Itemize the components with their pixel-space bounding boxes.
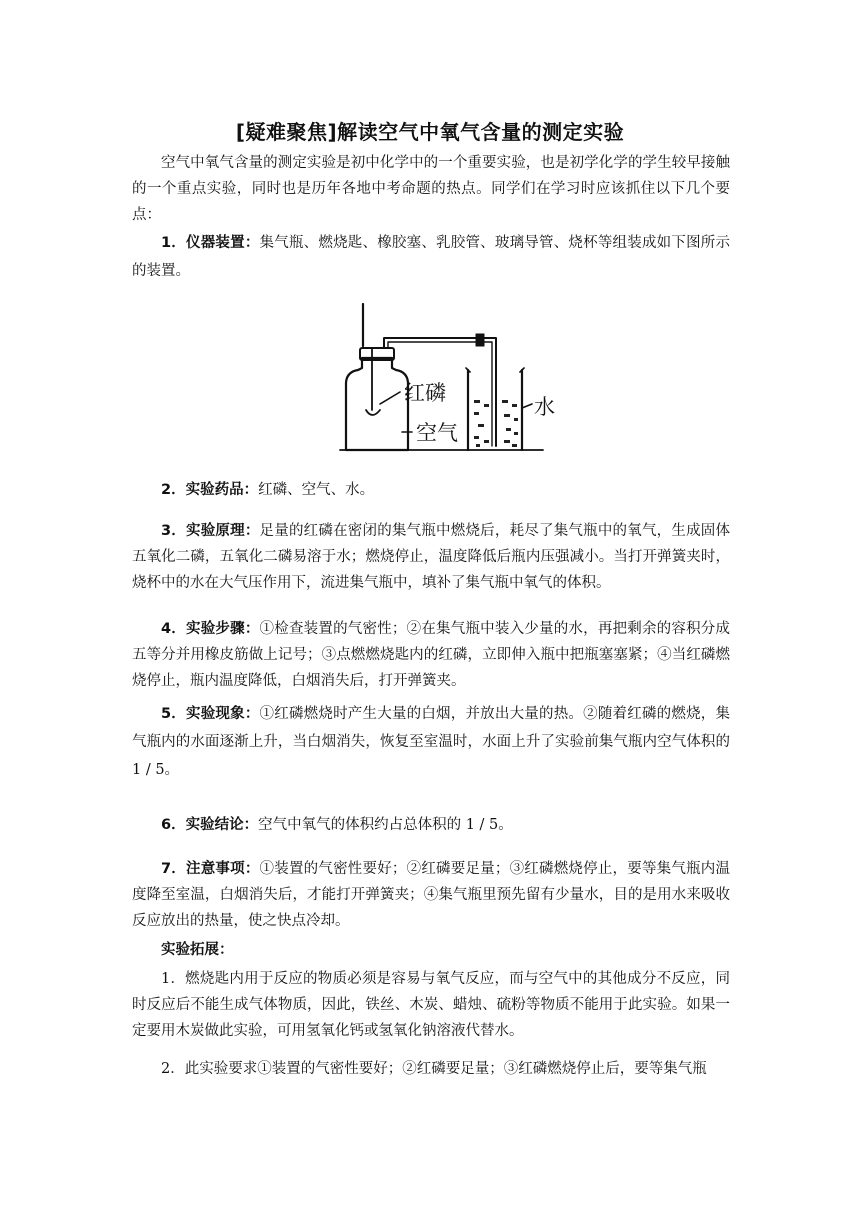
extension-item-2: 2．此实验要求①装置的气密性要好；②红磷要足量；③红磷燃烧停止后，要等集气瓶 (161, 1061, 707, 1077)
section-3-text: 足量的红磷在密闭的集气瓶中燃烧后，耗尽了集气瓶中的氧气，生成固体五氧化二磷，五氧化二磷易溶于水；燃烧停止，温度降低后瓶内压强减小。当打开弹簧夹时，烧杯中的水在大气压作用下，流进集气瓶中，填补了集气瓶中氧气的体积。 (132, 523, 730, 591)
section-1 (132, 229, 730, 285)
section-2 (132, 477, 730, 503)
section-7-text: ①装置的气密性要好；②红磷要足量；③红磷燃烧停止，要等集气瓶内温度降至室温，白烟消失后，才能打开弹簧夹；④集气瓶里预先留有少量水，目的是用水来吸收反应放出的热量，使之快点冷却。 (132, 861, 730, 929)
section-3 (132, 518, 730, 596)
section-7-heading: 7．注意事项： (161, 861, 260, 877)
label-red-phosphorus: 红磷 (404, 381, 446, 405)
intro-paragraph: 空气中氧气含量的测定实验是初中化学中的一个重要实验，也是初学化学的学生较早接触的一个重点实验，同时也是历年各地中考命题的热点。同学们在学习时应该抓住以下几个要点： (132, 155, 730, 223)
section-4-heading: 4．实验步骤： (161, 621, 260, 637)
section-5-heading: 5．实验现象： (161, 706, 260, 722)
section-3-heading: 3．实验原理： (161, 523, 260, 539)
combustion-spoon (366, 410, 380, 415)
section-5-text: ①红磷燃烧时产生大量的白烟，并放出大量的热。②随着红磷的燃烧，集气瓶内的水面逐渐上升，当白烟消失，恢复至室温时，水面上升了实验前集气瓶内空气体积的 1 / 5。 (132, 706, 730, 778)
section-1-heading: 1．仪器装置： (161, 235, 260, 251)
section-1-text: 集气瓶、燃烧匙、橡胶塞、乳胶管、玻璃导管、烧杯等组装成如下图所示的装置。 (132, 235, 730, 279)
section-2-text: 红磷、空气、水。 (258, 482, 375, 498)
extension-item-1: 1．燃烧匙内用于反应的物质必须是容易与氧气反应，而与空气中的其他成分不反应，同时反应后不能生成气体物质，因此，铁丝、木炭、蜡烛、硫粉等物质不能用于此实验。如果一定要用木炭做此实验，可用氢氧化钙或氢氧化钠溶液代替水。 (132, 971, 730, 1039)
section-4 (132, 616, 730, 694)
section-4-text: ①检查装置的气密性；②在集气瓶中装入少量的水，再把剩余的容积分成五等分并用橡皮筋做上记号；③点燃燃烧匙内的红磷，立即伸入瓶中把瓶塞塞紧；④当红磷燃烧停止，瓶内温度降低，白烟消失后，打开弹簧夹。 (132, 621, 730, 689)
section-2-heading: 2．实验药品： (161, 482, 259, 498)
label-water: 水 (534, 395, 555, 419)
page-title: [疑难聚焦]解读空气中氧气含量的测定实验 (235, 120, 625, 144)
spring-clip (476, 334, 484, 346)
section-6-heading: 6．实验结论： (161, 817, 259, 833)
gas-bottle (346, 358, 408, 450)
extension-heading: 实验拓展： (161, 942, 234, 958)
section-5 (132, 700, 730, 784)
section-6-text: 空气中氧气的体积约占总体积的 1 / 5。 (258, 817, 513, 833)
section-6 (132, 812, 730, 838)
section-7 (132, 856, 730, 934)
label-air: 空气 (416, 421, 458, 445)
experiment-apparatus-figure (338, 300, 563, 456)
